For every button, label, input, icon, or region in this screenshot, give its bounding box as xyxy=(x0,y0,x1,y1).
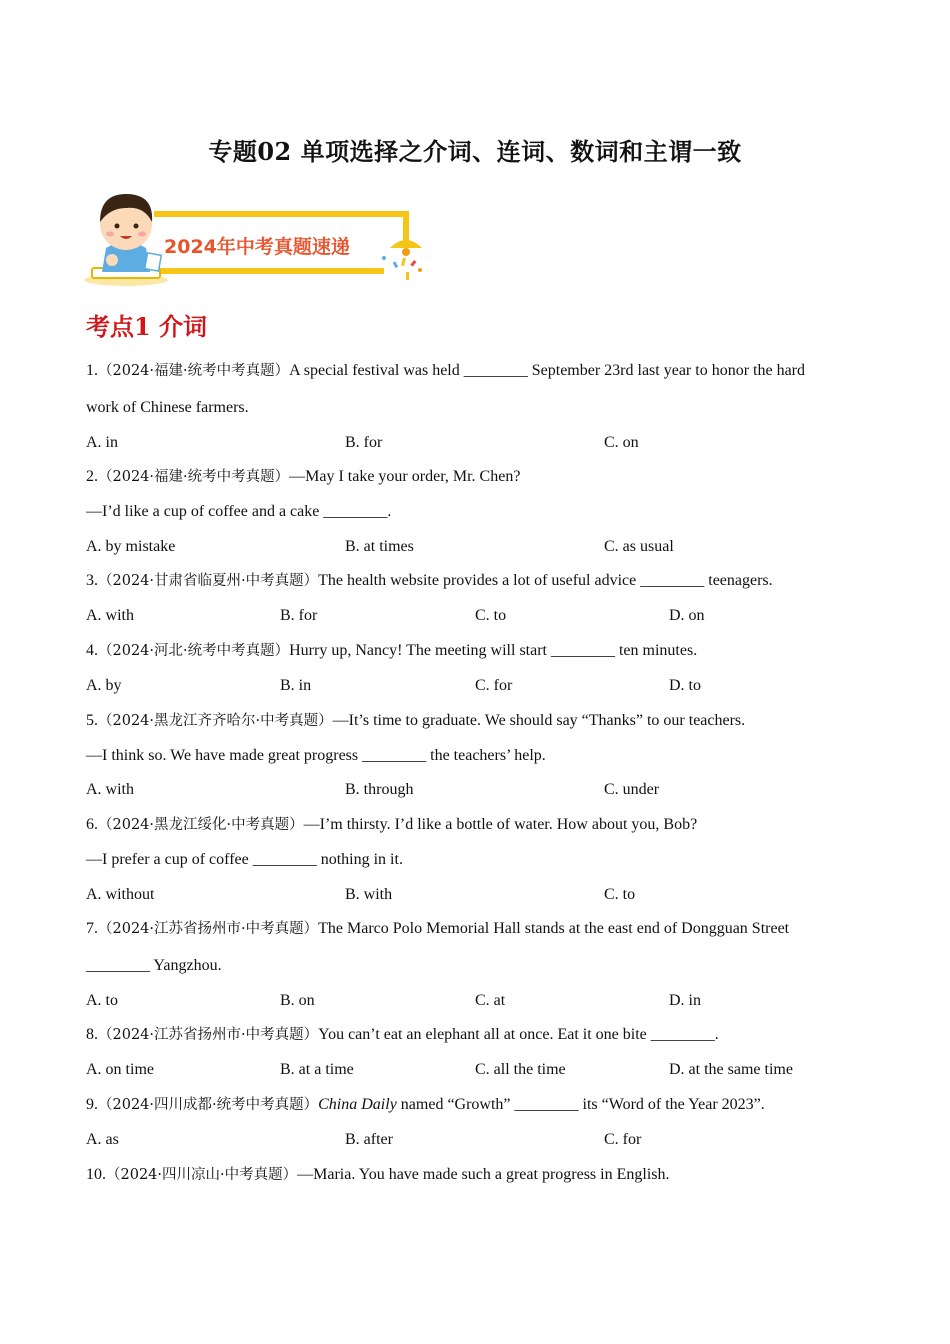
option-b: B. in xyxy=(280,677,312,694)
question-5: 5.（2024·黑龙江齐齐哈尔·中考真题）—It’s time to graduate. We should say “Thanks” to our teachers. xyxy=(86,712,746,729)
option-a: A. without xyxy=(86,886,155,903)
question-8: 8.（2024·江苏省扬州市·中考真题）You can’t eat an elephant all at once. Eat it one bite ________. xyxy=(86,1026,719,1043)
option-b: B. through xyxy=(345,781,414,798)
option-a: A. on time xyxy=(86,1061,154,1078)
option-d: D. on xyxy=(669,607,705,624)
option-a: A. as xyxy=(86,1131,119,1148)
banner-label: 2024年中考真题速递 xyxy=(164,236,350,258)
question-2: 2.（2024·福建·统考中考真题）—May I take your order, Mr. Chen? xyxy=(86,468,521,485)
option-c: C. at xyxy=(475,992,506,1009)
question-7-line2: ________ Yangzhou. xyxy=(86,957,222,974)
question-1: 1.（2024·福建·统考中考真题）A special festival was held ________ September 23rd last year to honor the hard xyxy=(86,362,805,379)
option-b: B. at times xyxy=(345,538,414,555)
question-2-line2: —I’d like a cup of coffee and a cake ________. xyxy=(86,503,392,520)
section-heading: 考点1 介词 xyxy=(86,312,208,341)
option-c: C. for xyxy=(604,1131,642,1148)
option-a: A. to xyxy=(86,992,118,1009)
option-b: B. on xyxy=(280,992,315,1009)
option-b: B. for xyxy=(280,607,318,624)
page-title: 专题02 单项选择之介词、连词、数词和主谓一致 xyxy=(208,137,742,166)
question-9: 9.（2024·四川成都·统考中考真题）China Daily named “Growth” ________ its “Word of the Year 2023”. xyxy=(86,1096,765,1113)
option-a: A. with xyxy=(86,781,134,798)
option-b: B. at a time xyxy=(280,1061,354,1078)
option-c: C. under xyxy=(604,781,660,798)
option-c: C. for xyxy=(475,677,513,694)
option-d: D. at the same time xyxy=(669,1061,793,1078)
option-d: D. to xyxy=(669,677,701,694)
option-a: A. in xyxy=(86,434,118,451)
question-6-line2: —I prefer a cup of coffee ________ nothing in it. xyxy=(86,851,403,868)
student-cartoon-icon xyxy=(84,194,168,286)
option-c: C. to xyxy=(475,607,507,624)
option-a: A. by mistake xyxy=(86,538,176,555)
question-10: 10.（2024·四川凉山·中考真题）—Maria. You have made such a great progress in English. xyxy=(86,1166,670,1183)
question-3: 3.（2024·甘肃省临夏州·中考真题）The health website provides a lot of useful advice ________ teenagers. xyxy=(86,572,773,589)
lamp-icon xyxy=(382,240,422,280)
banner-graphic xyxy=(84,188,434,292)
option-a: A. by xyxy=(86,677,122,694)
question-5-line2: —I think so. We have made great progress ________ the teachers’ help. xyxy=(86,747,546,764)
option-b: B. with xyxy=(345,886,393,903)
option-c: C. on xyxy=(604,434,639,451)
option-c: C. all the time xyxy=(475,1061,566,1078)
option-b: B. for xyxy=(345,434,383,451)
question-7: 7.（2024·江苏省扬州市·中考真题）The Marco Polo Memorial Hall stands at the east end of Dongguan Street xyxy=(86,920,790,937)
question-6: 6.（2024·黑龙江绥化·中考真题）—I’m thirsty. I’d like a bottle of water. How about you, Bob? xyxy=(86,816,698,833)
option-d: D. in xyxy=(669,992,701,1009)
question-1-line2: work of Chinese farmers. xyxy=(86,399,249,416)
option-c: C. as usual xyxy=(604,538,674,555)
question-4: 4.（2024·河北·统考中考真题）Hurry up, Nancy! The meeting will start ________ ten minutes. xyxy=(86,642,698,659)
option-c: C. to xyxy=(604,886,636,903)
option-a: A. with xyxy=(86,607,134,624)
option-b: B. after xyxy=(345,1131,393,1148)
